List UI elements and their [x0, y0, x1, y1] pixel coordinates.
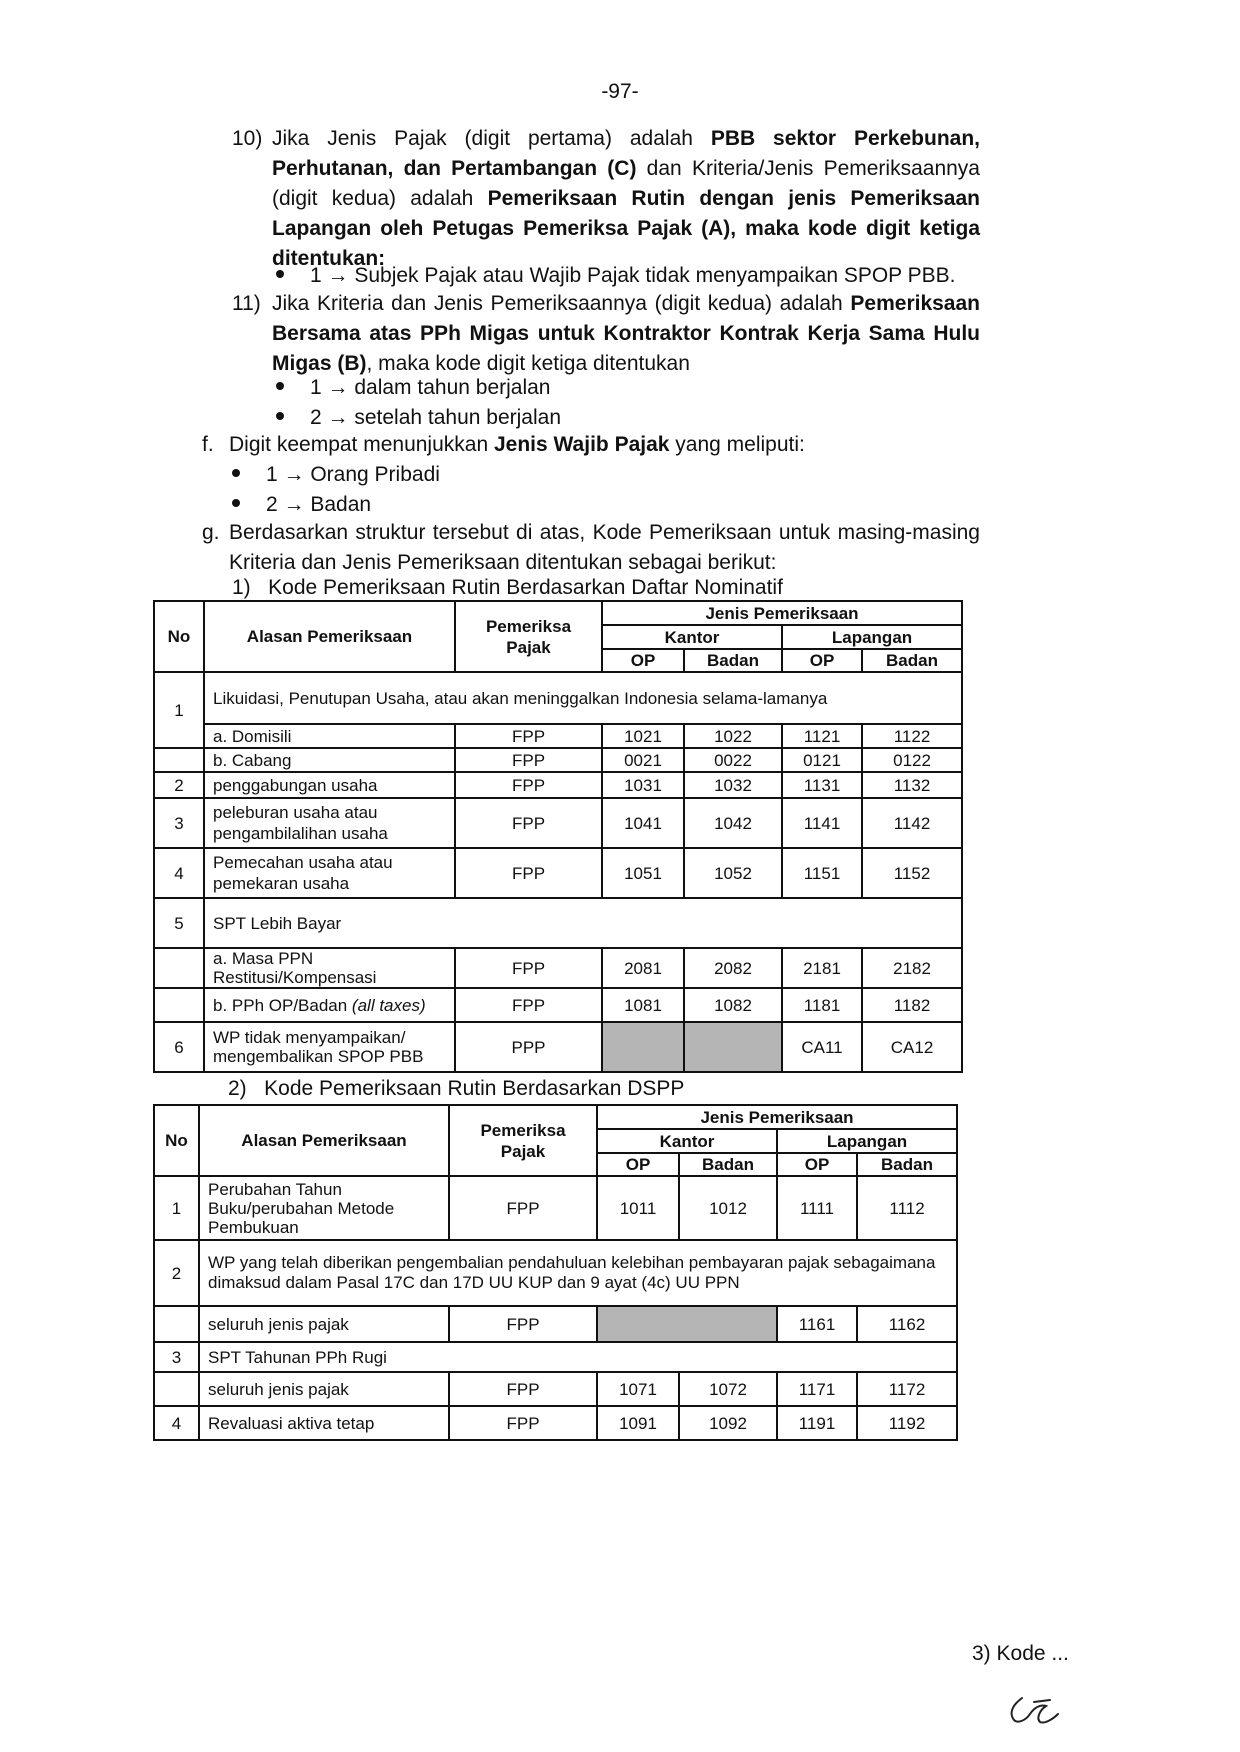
cell-lapangan-op: 0121: [782, 748, 862, 772]
header-kantor-op: OP: [597, 1153, 679, 1176]
row-pemeriksa: FPP: [455, 988, 602, 1022]
cell-lapangan-badan: 1172: [857, 1372, 957, 1406]
row-no: 6: [154, 1022, 204, 1072]
cell-lapangan-badan: 1152: [862, 848, 962, 898]
cell-lapangan-op: CA11: [782, 1022, 862, 1072]
cell-lapangan-op: 1141: [782, 798, 862, 848]
row-alasan: Pemecahan usaha atau pemekaran usaha: [204, 848, 455, 898]
header-alasan: Alasan Pemeriksaan: [204, 601, 455, 672]
table-row: [154, 1176, 957, 1240]
header-pemeriksa: Pemeriksa Pajak: [449, 1105, 597, 1176]
continuation-note: 3) Kode ...: [972, 1642, 1069, 1665]
row-pemeriksa: FPP: [455, 748, 602, 772]
row-no: 2: [154, 772, 204, 798]
cell-kantor-op: 1051: [602, 848, 684, 898]
header-lapangan: Lapangan: [782, 625, 962, 649]
item-10-text: Jika Jenis Pajak (digit pertama) adalah PBB sektor Perkebunan, Perhutanan, dan Pertambangan (C) dan Kriteria/Jenis Pemeriksaannya (digit kedua) adalah Pemeriksaan Rutin dengan jenis Pemeriksaan Lapangan oleh Petugas Pemeriksa Pajak (A), maka kode digit ketiga ditentukan:: [272, 127, 980, 270]
table-row: [154, 1342, 957, 1372]
row-no: [154, 948, 204, 988]
subsection-1-title: 1) Kode Pemeriksaan Rutin Berdasarkan Daftar Nominatif: [232, 576, 783, 599]
paraf-signature: [1000, 1690, 1070, 1730]
cell-kantor-op: 0021: [602, 748, 684, 772]
item-10-bullet: 1 → Subjek Pajak atau Wajib Pajak tidak menyampaikan SPOP PBB.: [276, 261, 956, 291]
row-group-title: SPT Tahunan PPh Rugi: [199, 1342, 957, 1372]
table-daftar-nominatif: [153, 600, 963, 1073]
cell-lapangan-badan: 1122: [862, 724, 962, 748]
header-lapangan-badan: Badan: [862, 649, 962, 672]
item-f-label: f.: [202, 433, 214, 456]
row-group-title: WP yang telah diberikan pengembalian pendahuluan kelebihan pembayaran pajak sebagaimana dimaksud dalam Pasal 17C dan 17D UU KUP dan 9 ayat (4c) UU PPN: [199, 1240, 957, 1306]
row-alasan: b. PPh OP/Badan (all taxes): [204, 988, 455, 1022]
cell-kantor-badan: 0022: [684, 748, 782, 772]
cell-kantor-op: 2081: [602, 948, 684, 988]
table-row: [154, 1306, 957, 1342]
row-no: 3: [154, 798, 204, 848]
row-no: [154, 988, 204, 1022]
row-pemeriksa: FPP: [449, 1372, 597, 1406]
row-no: [154, 748, 204, 772]
item-11-bullet-1: 1 → dalam tahun berjalan: [276, 373, 551, 403]
item-11-bullet-2: 2 → setelah tahun berjalan: [276, 403, 561, 433]
cell-lapangan-badan: 1132: [862, 772, 962, 798]
row-pemeriksa: FPP: [455, 772, 602, 798]
cell-kantor-op-shaded: [602, 1022, 684, 1072]
row-group-title: Likuidasi, Penutupan Usaha, atau akan meninggalkan Indonesia selama-lamanya: [204, 672, 962, 724]
cell-kantor-op: 1071: [597, 1372, 679, 1406]
table-row: [154, 1022, 962, 1072]
row-pemeriksa: FPP: [455, 848, 602, 898]
table-row: [154, 672, 962, 724]
row-pemeriksa: FPP: [449, 1176, 597, 1240]
row-alasan: penggabungan usaha: [204, 772, 455, 798]
row-no: 1: [154, 1176, 199, 1240]
row-alasan: Perubahan Tahun Buku/perubahan Metode Pembukuan: [199, 1176, 449, 1240]
table-row: [154, 988, 962, 1022]
cell-lapangan-badan: 0122: [862, 748, 962, 772]
row-alasan: Revaluasi aktiva tetap: [199, 1406, 449, 1440]
cell-lapangan-badan: 1142: [862, 798, 962, 848]
row-pemeriksa: FPP: [449, 1306, 597, 1342]
cell-kantor-op: 1091: [597, 1406, 679, 1440]
header-kantor-op: OP: [602, 649, 684, 672]
row-alasan: a. Domisili: [204, 724, 455, 748]
table-dspp: [153, 1104, 958, 1441]
cell-kantor-badan-shaded: [684, 1022, 782, 1072]
cell-lapangan-op: 1161: [777, 1306, 857, 1342]
table-row: [154, 1372, 957, 1406]
header-no: No: [154, 1105, 199, 1176]
row-alasan: b. Cabang: [204, 748, 455, 772]
header-lapangan-op: OP: [777, 1153, 857, 1176]
cell-kantor-badan: 2082: [684, 948, 782, 988]
cell-lapangan-op: 2181: [782, 948, 862, 988]
cell-lapangan-op: 1151: [782, 848, 862, 898]
table-row: [154, 898, 962, 948]
header-lapangan: Lapangan: [777, 1129, 957, 1153]
row-alasan: peleburan usaha atau pengambilalihan usaha: [204, 798, 455, 848]
item-f-bullet-2: 2 → Badan: [232, 490, 371, 520]
row-pemeriksa: FPP: [449, 1406, 597, 1440]
cell-kantor-op: 1081: [602, 988, 684, 1022]
cell-kantor-op: 1011: [597, 1176, 679, 1240]
cell-kantor-badan: 1012: [679, 1176, 777, 1240]
row-alasan: seluruh jenis pajak: [199, 1372, 449, 1406]
header-lapangan-op: OP: [782, 649, 862, 672]
bullet-icon: [276, 270, 284, 278]
cell-kantor-badan: 1082: [684, 988, 782, 1022]
header-no: No: [154, 601, 204, 672]
table-row: [154, 1406, 957, 1440]
cell-kantor-shaded: [597, 1306, 777, 1342]
cell-lapangan-op: 1131: [782, 772, 862, 798]
header-kantor-badan: Badan: [684, 649, 782, 672]
table-row: [154, 848, 962, 898]
cell-lapangan-op: 1181: [782, 988, 862, 1022]
cell-lapangan-op: 1191: [777, 1406, 857, 1440]
bullet-icon: [232, 499, 240, 507]
row-no: 3: [154, 1342, 199, 1372]
cell-lapangan-op: 1171: [777, 1372, 857, 1406]
cell-lapangan-badan: 1182: [862, 988, 962, 1022]
cell-lapangan-badan: CA12: [862, 1022, 962, 1072]
bullet-icon: [276, 382, 284, 390]
item-10: [232, 124, 980, 274]
bullet-icon: [276, 412, 284, 420]
cell-lapangan-badan: 1112: [857, 1176, 957, 1240]
cell-kantor-badan: 1092: [679, 1406, 777, 1440]
item-f: [202, 430, 980, 460]
cell-kantor-badan: 1052: [684, 848, 782, 898]
row-alasan: seluruh jenis pajak: [199, 1306, 449, 1342]
bullet-icon: [232, 469, 240, 477]
header-pemeriksa: Pemeriksa Pajak: [455, 601, 602, 672]
item-10-number: 10): [232, 127, 263, 150]
item-g-label: g.: [202, 521, 220, 544]
cell-lapangan-badan: 1192: [857, 1406, 957, 1440]
cell-lapangan-badan: 2182: [862, 948, 962, 988]
header-kantor: Kantor: [597, 1129, 777, 1153]
item-11-number: 11): [232, 292, 261, 315]
item-11-text: Jika Kriteria dan Jenis Pemeriksaannya (digit kedua) adalah Pemeriksaan Bersama atas PPh Migas untuk Kontraktor Kontrak Kerja Sama Hulu Migas (B), maka kode digit ketiga ditentukan: [272, 292, 980, 375]
row-pemeriksa: FPP: [455, 948, 602, 988]
cell-kantor-badan: 1042: [684, 798, 782, 848]
cell-kantor-badan: 1032: [684, 772, 782, 798]
cell-lapangan-badan: 1162: [857, 1306, 957, 1342]
cell-kantor-op: 1041: [602, 798, 684, 848]
row-no: 4: [154, 1406, 199, 1440]
table-row: [154, 748, 962, 772]
table-row: [154, 798, 962, 848]
header-alasan: Alasan Pemeriksaan: [199, 1105, 449, 1176]
item-g-text: Berdasarkan struktur tersebut di atas, Kode Pemeriksaan untuk masing-masing Kriteria dan Jenis Pemeriksaan ditentukan sebagai berikut:: [229, 521, 980, 574]
table-row: [154, 1240, 957, 1306]
header-jenis: Jenis Pemeriksaan: [597, 1105, 957, 1129]
row-no: [154, 1372, 199, 1406]
item-11: [232, 289, 980, 379]
cell-kantor-op: 1031: [602, 772, 684, 798]
row-no: [154, 1306, 199, 1342]
cell-kantor-op: 1021: [602, 724, 684, 748]
table-row: [154, 772, 962, 798]
header-kantor-badan: Badan: [679, 1153, 777, 1176]
row-pemeriksa: FPP: [455, 798, 602, 848]
row-no: 5: [154, 898, 204, 948]
cell-kantor-badan: 1072: [679, 1372, 777, 1406]
table-row: [154, 948, 962, 988]
row-group-title: SPT Lebih Bayar: [204, 898, 962, 948]
subsection-2-title: 2) Kode Pemeriksaan Rutin Berdasarkan DSPP: [228, 1077, 685, 1100]
cell-kantor-badan: 1022: [684, 724, 782, 748]
cell-lapangan-op: 1121: [782, 724, 862, 748]
table-row: [154, 724, 962, 748]
row-pemeriksa: FPP: [455, 724, 602, 748]
page-number: -97-: [601, 80, 639, 103]
header-jenis: Jenis Pemeriksaan: [602, 601, 962, 625]
cell-lapangan-op: 1111: [777, 1176, 857, 1240]
item-g: [202, 518, 980, 578]
row-no: 1: [154, 672, 204, 748]
item-f-bullet-1: 1 → Orang Pribadi: [232, 460, 440, 490]
row-no: 4: [154, 848, 204, 898]
header-kantor: Kantor: [602, 625, 782, 649]
header-lapangan-badan: Badan: [857, 1153, 957, 1176]
row-pemeriksa: PPP: [455, 1022, 602, 1072]
row-alasan: a. Masa PPN Restitusi/Kompensasi: [204, 948, 455, 988]
row-no: 2: [154, 1240, 199, 1306]
item-f-text: Digit keempat menunjukkan Jenis Wajib Pajak yang meliputi:: [229, 433, 805, 456]
row-alasan: WP tidak menyampaikan/ mengembalikan SPOP PBB: [204, 1022, 455, 1072]
